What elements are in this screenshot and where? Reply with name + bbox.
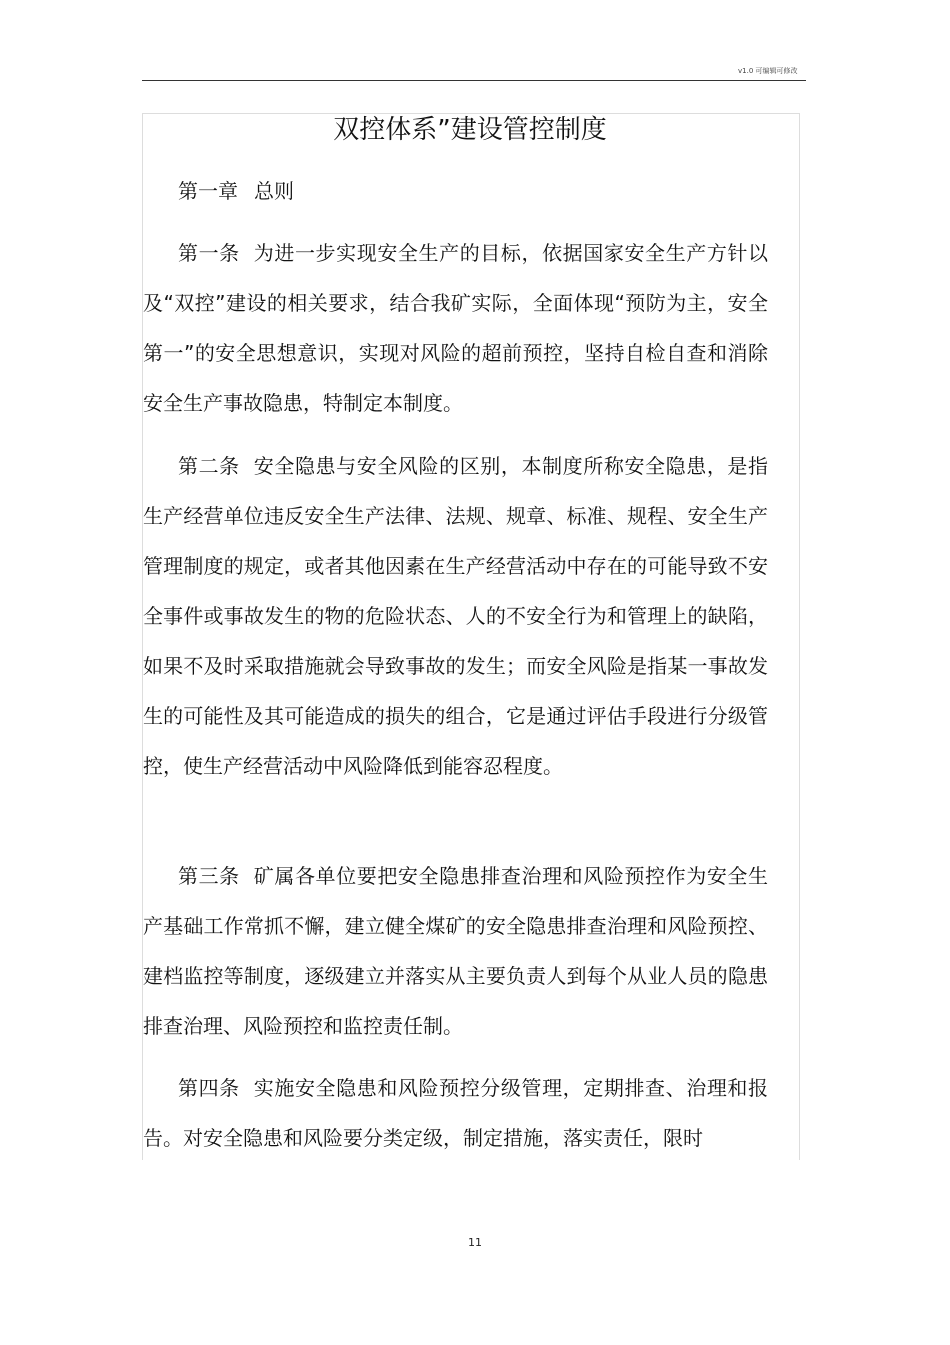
article-1	[143, 228, 768, 428]
page-number: 11	[468, 1236, 482, 1249]
article-3	[143, 851, 768, 1051]
article-label: 第三条	[178, 864, 240, 888]
article-4	[143, 1063, 768, 1160]
article-2	[143, 441, 768, 791]
header-divider	[142, 80, 806, 81]
chapter-number: 第一章	[178, 179, 238, 203]
version-tag: v1.0 可编辑可修改	[738, 67, 798, 75]
document-title: 双控体系”建设管控制度	[333, 115, 607, 145]
article-label: 第四条	[178, 1076, 240, 1100]
article-text: 安全隐患与安全风险的区别，本制度所称安全隐患，是指生产经营单位违反安全生产法律、法规、规章、标准、规程、安全生产管理制度的规定，或者其他因素在生产经营活动中存在的可能导致不安全事件或事故发生的物的危险状态、人的不安全行为和管理上的缺陷，如果不及时采取措施就会导致事故的发生；而安全风险是指某一事故发生的可能性及其可能造成的损失的组合，它是通过评估手段进行分级管控，使生产经营活动中风险降低到能容忍程度。	[143, 454, 769, 778]
article-label: 第二条	[178, 454, 240, 478]
article-text: 为进一步实现安全生产的目标，依据国家安全生产方针以及“双控”建设的相关要求，结合我矿实际，全面体现“预防为主，安全第一”的安全思想意识，实现对风险的超前预控，坚持自检自查和消除安全生产事故隐患，特制定本制度。	[143, 241, 769, 415]
article-text: 实施安全隐患和风险预控分级管理，定期排查、治理和报告。对安全隐患和风险要分类定级，制定措施，落实责任，限时	[143, 1076, 768, 1150]
article-label: 第一条	[178, 241, 240, 265]
chapter-heading	[178, 178, 294, 204]
article-text: 矿属各单位要把安全隐患排查治理和风险预控作为安全生产基础工作常抓不懈，建立健全煤矿的安全隐患排查治理和风险预控、建档监控等制度，逐级建立并落实从主要负责人到每个从业人员的隐患排查治理、风险预控和监控责任制。	[143, 864, 769, 1038]
chapter-name: 总则	[254, 179, 294, 203]
